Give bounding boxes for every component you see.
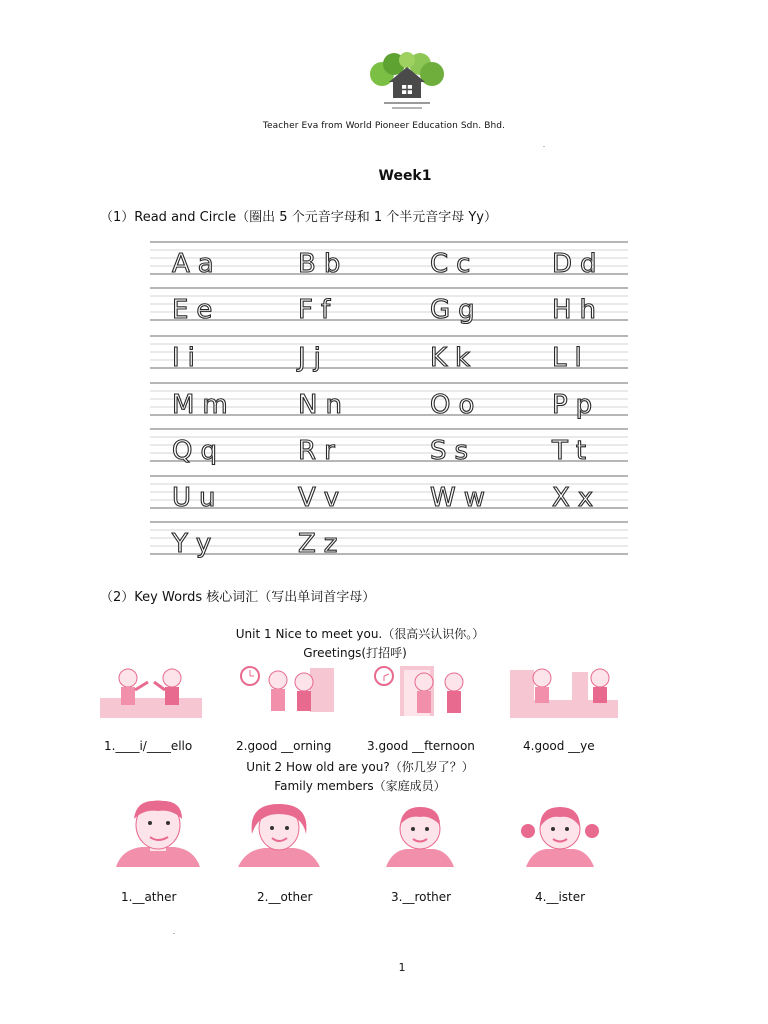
house-tree-logo-icon bbox=[368, 52, 446, 116]
scan-speck bbox=[173, 933, 175, 934]
letter-pair-ww: Ww bbox=[430, 483, 493, 513]
letter-pair-ff: Ff bbox=[298, 295, 339, 325]
family-blank-3: 3.__rother bbox=[391, 890, 452, 904]
letter-pair-oo: Oo bbox=[430, 390, 483, 420]
unit-2-title: Unit 2 How old are you?（你几岁了？） bbox=[246, 760, 474, 774]
unit-1-subtitle: Greetings(打招呼) bbox=[303, 646, 407, 660]
unit-1-title: Unit 1 Nice to meet you.（很高兴认识你。） bbox=[235, 627, 485, 641]
letter-pair-ii: Ii bbox=[172, 343, 203, 373]
sister-picture bbox=[516, 801, 604, 867]
unit-2-subtitle: Family members（家庭成员） bbox=[274, 779, 446, 793]
letter-pair-zz: Zz bbox=[298, 529, 346, 559]
letter-pair-jj: Jj bbox=[298, 343, 329, 373]
father-picture bbox=[112, 797, 204, 867]
greeting-hi-picture bbox=[100, 662, 202, 718]
school-logo bbox=[368, 52, 446, 116]
letter-pair-dd: Dd bbox=[552, 249, 605, 279]
letter-pair-vv: Vv bbox=[298, 483, 348, 513]
page-number: 1 bbox=[398, 961, 406, 974]
letter-pair-tt: Tt bbox=[552, 436, 595, 466]
letter-pair-gg: Gg bbox=[430, 295, 483, 325]
letter-pair-hh: Hh bbox=[552, 295, 605, 325]
letter-pair-rr: Rr bbox=[298, 436, 343, 466]
alphabet-grid bbox=[150, 236, 628, 566]
letter-pair-mm: Mm bbox=[172, 390, 236, 420]
greeting-blank-2: 2.good __orning bbox=[236, 739, 332, 753]
section-2-heading: （2）Key Words 核心词汇（写出单词首字母） bbox=[100, 590, 376, 605]
section-1-heading: （1）Read and Circle（圈出 5 个元音字母和 1 个半元音字母 Yy） bbox=[100, 210, 498, 225]
letter-pair-uu: Uu bbox=[172, 483, 224, 513]
letter-pair-qq: Qq bbox=[172, 436, 225, 466]
page-title: Week1 bbox=[378, 168, 432, 184]
brother-picture bbox=[378, 801, 462, 867]
family-blank-2: 2.__other bbox=[257, 890, 313, 904]
greeting-blank-3: 3.good __fternoon bbox=[367, 739, 475, 753]
letter-pair-xx: Xx bbox=[552, 483, 602, 513]
greeting-blank-4: 4.good __ye bbox=[523, 739, 595, 753]
letter-pair-kk: Kk bbox=[430, 343, 479, 373]
greeting-afternoon-picture bbox=[372, 662, 476, 718]
greeting-blank-1: 1.____i/____ello bbox=[104, 739, 193, 753]
organization-line: Teacher Eva from World Pioneer Education Sdn. Bhd. bbox=[262, 121, 506, 131]
family-blank-4: 4.__ister bbox=[535, 890, 586, 904]
letter-pair-ss: Ss bbox=[430, 436, 477, 466]
letter-pair-bb: Bb bbox=[298, 249, 349, 279]
greeting-bye-picture bbox=[510, 662, 618, 718]
letter-pair-ll: Ll bbox=[552, 343, 590, 373]
greeting-morning-picture bbox=[238, 662, 336, 718]
scan-speck bbox=[543, 146, 545, 147]
alphabet-tracing-sheet bbox=[150, 236, 628, 566]
letter-pair-ee: Ee bbox=[172, 295, 221, 325]
family-blank-1: 1.__ather bbox=[121, 890, 177, 904]
mother-picture bbox=[232, 800, 326, 867]
letter-pair-aa: Aa bbox=[172, 249, 222, 279]
letter-pair-cc: Cc bbox=[430, 249, 479, 279]
letter-pair-nn: Nn bbox=[298, 390, 350, 420]
letter-pair-yy: Yy bbox=[172, 529, 220, 559]
letter-pair-pp: Pp bbox=[552, 390, 601, 420]
